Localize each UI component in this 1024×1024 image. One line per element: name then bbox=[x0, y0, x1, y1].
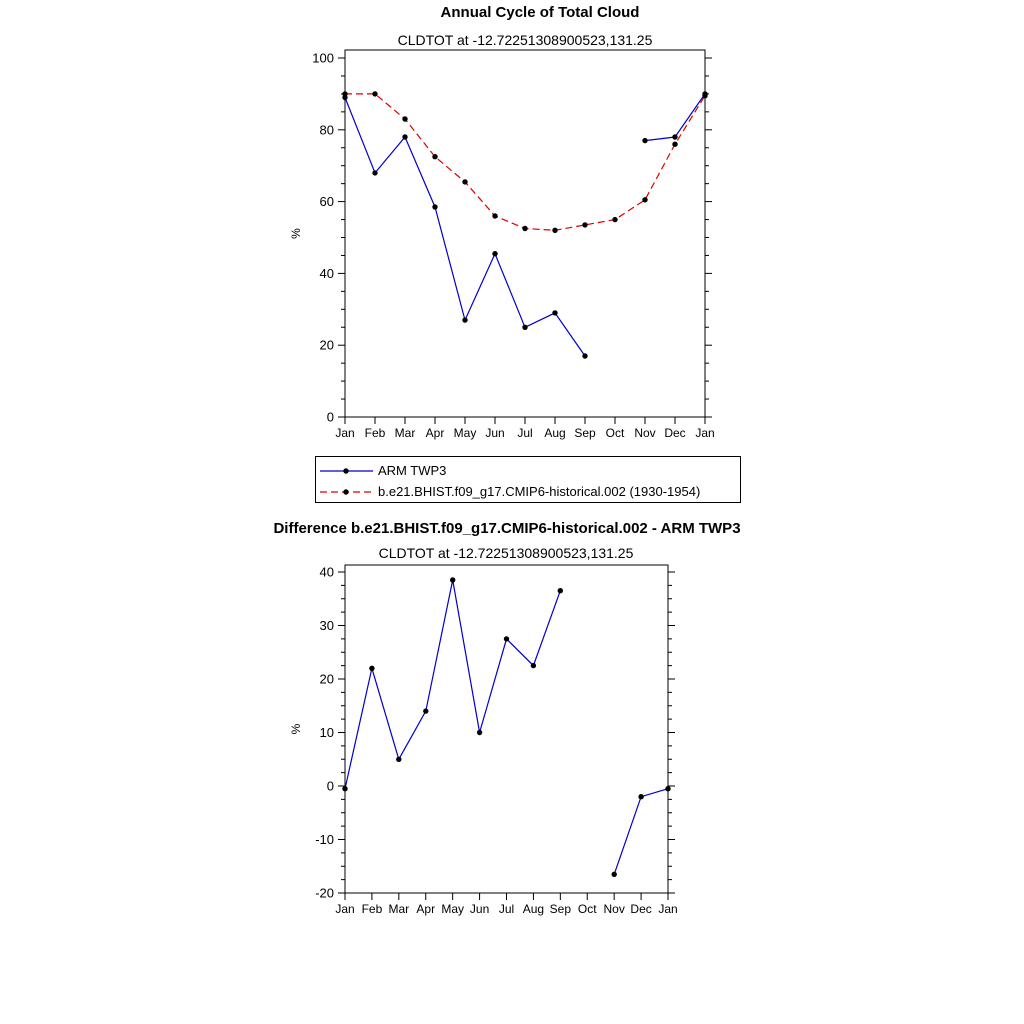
svg-text:Jul: Jul bbox=[517, 426, 533, 440]
svg-text:Dec: Dec bbox=[664, 426, 686, 440]
svg-text:Jan: Jan bbox=[695, 426, 715, 440]
svg-text:Apr: Apr bbox=[416, 902, 436, 916]
axes-annual-cycle bbox=[312, 51, 714, 441]
chart-annual-cycle bbox=[289, 50, 715, 440]
series-line-2 bbox=[345, 94, 705, 230]
data-point bbox=[642, 138, 647, 143]
svg-text:20: 20 bbox=[319, 337, 334, 353]
data-point bbox=[531, 663, 536, 668]
data-point bbox=[552, 228, 557, 233]
svg-text:20: 20 bbox=[319, 671, 334, 687]
data-point bbox=[369, 666, 374, 671]
svg-text:Jan: Jan bbox=[335, 426, 355, 440]
svg-text:May: May bbox=[453, 426, 477, 440]
data-point bbox=[504, 636, 509, 641]
data-point bbox=[638, 794, 643, 799]
data-point bbox=[462, 179, 467, 184]
svg-text:0: 0 bbox=[326, 778, 334, 794]
data-point bbox=[342, 91, 347, 96]
svg-text:Jan: Jan bbox=[658, 902, 678, 916]
svg-text:May: May bbox=[441, 902, 465, 916]
svg-text:Jun: Jun bbox=[485, 426, 505, 440]
chart1-legend bbox=[315, 456, 741, 503]
data-point bbox=[552, 310, 557, 315]
chart1-subtitle: CLDTOT at -12.72251308900523,131.25 bbox=[397, 32, 653, 48]
y-axis-label-annual-cycle: % bbox=[289, 228, 303, 239]
plot-border bbox=[345, 50, 705, 417]
svg-text:Jun: Jun bbox=[469, 902, 490, 916]
data-point bbox=[582, 222, 587, 227]
data-point bbox=[462, 317, 467, 322]
data-point bbox=[432, 204, 437, 209]
chart2-subtitle: CLDTOT at -12.72251308900523,131.25 bbox=[378, 545, 634, 561]
svg-text:60: 60 bbox=[319, 194, 334, 210]
svg-text:Feb: Feb bbox=[361, 902, 383, 916]
svg-text:80: 80 bbox=[319, 122, 334, 138]
data-point bbox=[522, 325, 527, 330]
svg-text:Mar: Mar bbox=[388, 902, 410, 916]
svg-text:Sep: Sep bbox=[549, 902, 572, 916]
data-point bbox=[665, 786, 670, 791]
legend-item-model bbox=[319, 481, 740, 502]
legend-label: b.e21.BHIST.f09_g17.CMIP6-historical.002 (1930-1954) bbox=[378, 484, 701, 499]
data-point bbox=[423, 708, 428, 713]
svg-text:100: 100 bbox=[312, 50, 334, 66]
data-point bbox=[396, 757, 401, 762]
svg-text:30: 30 bbox=[319, 618, 334, 633]
plot-border bbox=[345, 565, 668, 893]
data-point bbox=[342, 786, 347, 791]
legend-line-sample-dashed bbox=[319, 486, 374, 498]
legend-label: ARM TWP3 bbox=[378, 463, 447, 478]
svg-text:Apr: Apr bbox=[425, 426, 445, 440]
svg-text:Jul: Jul bbox=[498, 902, 515, 916]
svg-text:Dec: Dec bbox=[630, 902, 652, 916]
data-point bbox=[672, 142, 677, 147]
data-point bbox=[492, 213, 497, 218]
svg-text:Mar: Mar bbox=[394, 426, 416, 440]
data-point bbox=[402, 116, 407, 121]
legend-line-sample-solid bbox=[319, 465, 374, 477]
series-line-1 bbox=[345, 94, 705, 356]
svg-text:Aug: Aug bbox=[522, 902, 545, 916]
svg-text:Sep: Sep bbox=[574, 426, 596, 440]
chart1-title: Annual Cycle of Total Cloud bbox=[440, 4, 640, 21]
data-point bbox=[702, 93, 707, 98]
series-line-1 bbox=[345, 580, 668, 874]
svg-text:Oct: Oct bbox=[605, 426, 625, 440]
data-point bbox=[477, 730, 482, 735]
chart-difference bbox=[289, 565, 678, 917]
svg-text:40: 40 bbox=[319, 265, 334, 281]
svg-text:Jan: Jan bbox=[335, 902, 355, 916]
svg-text:-20: -20 bbox=[315, 885, 334, 901]
data-point bbox=[372, 170, 377, 175]
y-axis-label-difference: % bbox=[289, 723, 303, 735]
chart2-title: Difference b.e21.BHIST.f09_g17.CMIP6-historical.002 - ARM TWP3 bbox=[273, 520, 741, 537]
data-point bbox=[612, 217, 617, 222]
data-point bbox=[642, 197, 647, 202]
svg-text:-10: -10 bbox=[315, 832, 334, 847]
data-point bbox=[558, 588, 563, 593]
svg-text:0: 0 bbox=[326, 409, 334, 425]
svg-text:10: 10 bbox=[319, 725, 334, 740]
data-point bbox=[582, 353, 587, 358]
data-point bbox=[522, 226, 527, 231]
svg-text:Nov: Nov bbox=[634, 426, 656, 440]
data-point bbox=[672, 134, 677, 139]
data-point bbox=[372, 91, 377, 96]
legend-item-arm-twp3 bbox=[319, 460, 740, 481]
data-point bbox=[612, 872, 617, 877]
data-point bbox=[432, 154, 437, 159]
svg-text:Aug: Aug bbox=[544, 426, 566, 440]
svg-text:Feb: Feb bbox=[364, 426, 386, 440]
svg-text:Oct: Oct bbox=[577, 902, 597, 916]
svg-text:Nov: Nov bbox=[603, 902, 625, 916]
data-point bbox=[492, 251, 497, 256]
axes-difference bbox=[315, 565, 677, 917]
svg-text:40: 40 bbox=[319, 564, 334, 580]
data-point bbox=[450, 577, 455, 582]
data-point bbox=[402, 134, 407, 139]
